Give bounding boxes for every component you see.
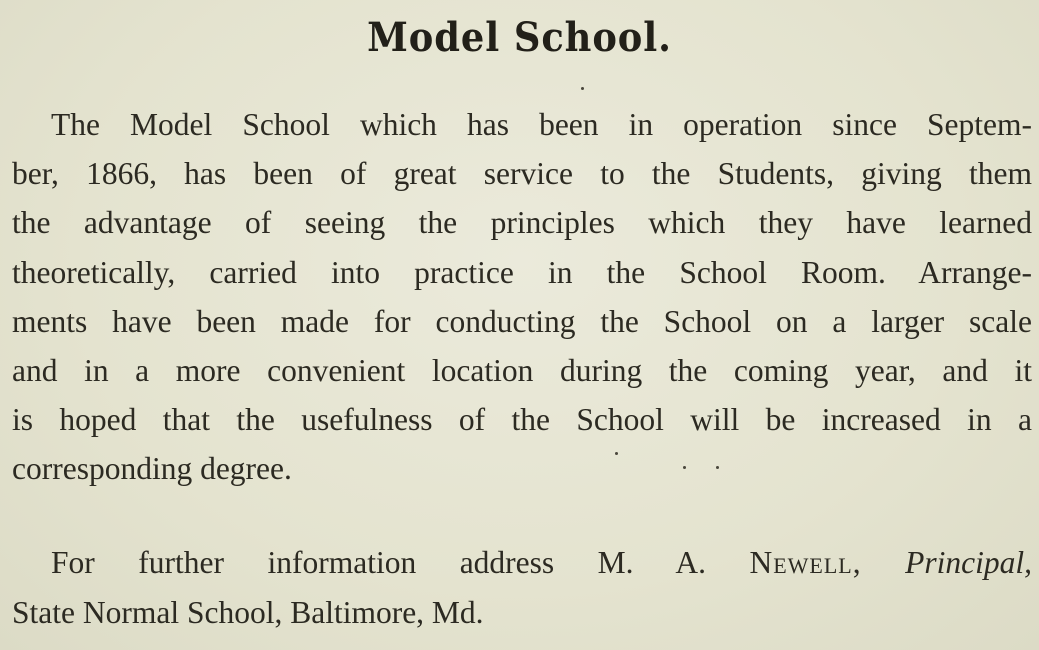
principal-role: Principal,: [905, 545, 1033, 580]
print-speck: [581, 87, 584, 90]
body-paragraph: [12, 100, 1032, 494]
paragraph-line: The Model School which has been in operation since Septem-: [51, 107, 1032, 142]
contact-prefix: For further information address M. A.: [51, 545, 706, 580]
principal-name: Newell,: [749, 545, 862, 580]
page-title: Model School.: [367, 14, 672, 61]
paragraph-line: the advantage of seeing the principles which they have learned: [12, 205, 1032, 241]
contact-address: State Normal School, Baltimore, Md.: [12, 595, 484, 630]
contact-line: [12, 538, 1032, 588]
paragraph-line: is hoped that the usefulness of the School will be increased in a: [12, 402, 1032, 438]
print-speck: [683, 466, 686, 469]
print-speck: [716, 466, 719, 469]
paragraph-line: corresponding degree.: [12, 451, 292, 487]
paragraph-line: theoretically, carried into practice in the School Room. Arrange-: [12, 254, 1032, 290]
paragraph-line: ments have been made for conducting the School on a larger scale: [12, 303, 1032, 339]
print-speck: [615, 452, 618, 455]
paragraph-line: and in a more convenient location during the coming year, and it: [12, 353, 1032, 389]
paragraph-line: ber, 1866, has been of great service to the Students, giving them: [12, 156, 1032, 192]
contact-block: [12, 538, 1032, 638]
